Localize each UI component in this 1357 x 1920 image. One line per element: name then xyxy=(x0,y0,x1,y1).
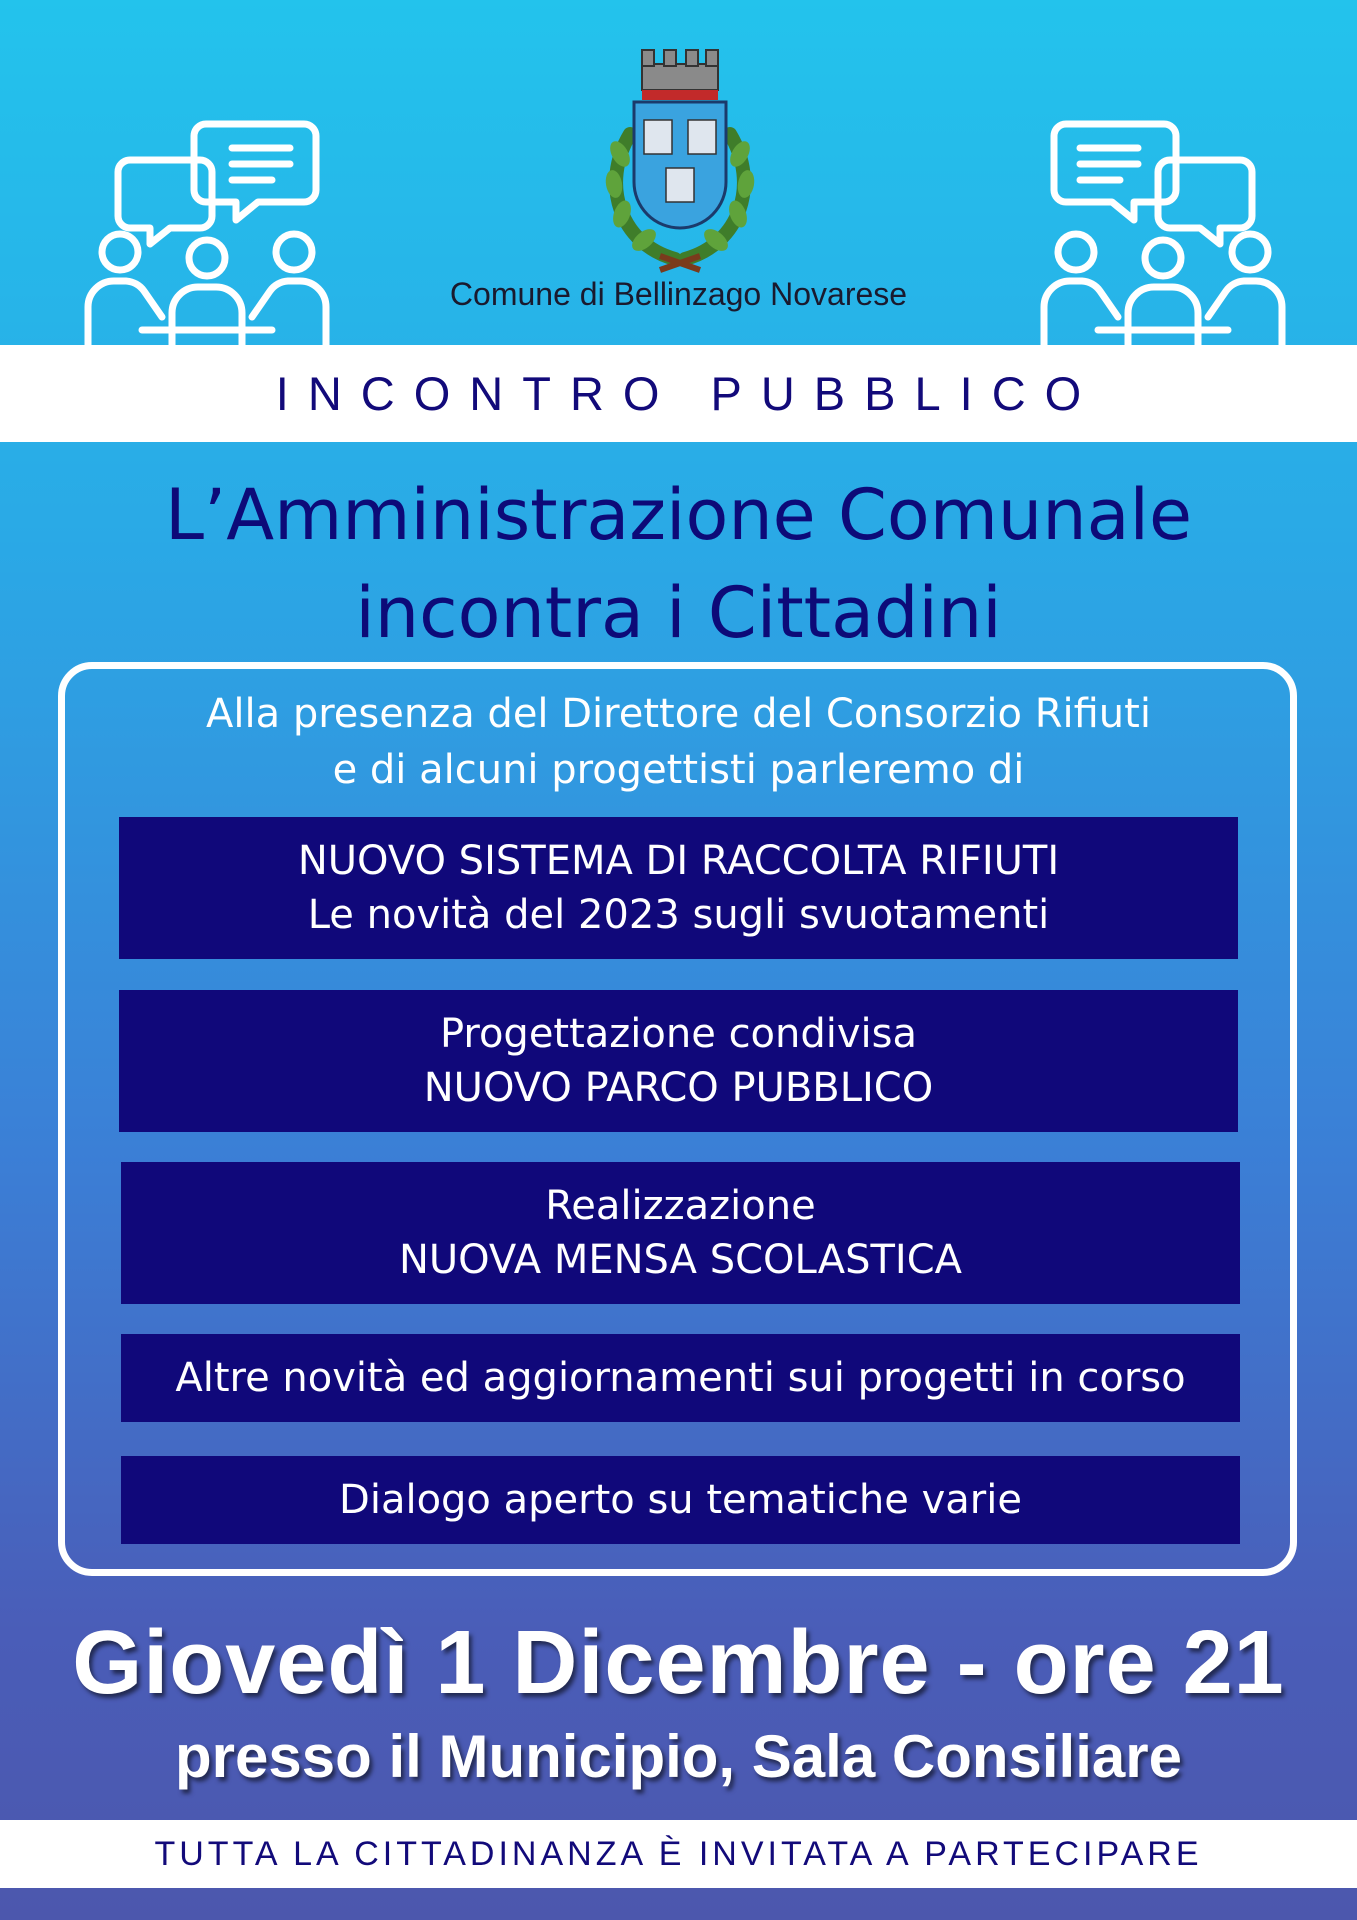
coat-of-arms xyxy=(590,44,770,274)
topic-box xyxy=(119,990,1238,1132)
banner-title: INCONTRO PUBBLICO xyxy=(275,367,1101,420)
topic-box xyxy=(119,817,1238,959)
event-location: presso il Municipio, Sala Consiliare xyxy=(175,1723,1182,1790)
topic-line: Le novità del 2023 sugli svuotamenti xyxy=(307,892,1050,938)
event-date-time: Giovedì 1 Dicembre - ore 21 xyxy=(72,1613,1285,1713)
topic-line: NUOVO PARCO PUBBLICO xyxy=(423,1065,934,1111)
topic-line: Realizzazione xyxy=(545,1183,816,1229)
topic-box xyxy=(121,1456,1240,1544)
topic-line: NUOVO SISTEMA DI RACCOLTA RIFIUTI xyxy=(297,838,1060,884)
top-banner xyxy=(0,345,1357,442)
intro-line-2: e di alcuni progettisti parleremo di xyxy=(332,747,1025,793)
topic-box xyxy=(121,1334,1240,1422)
topic-line: Progettazione condivisa xyxy=(439,1011,918,1057)
invitation-text: TUTTA LA CITTADINANZA È INVITATA A PARTECIPARE xyxy=(154,1834,1203,1873)
topic-line: Altre novità ed aggiornamenti sui progetti in corso xyxy=(175,1355,1186,1401)
intro-line-1: Alla presenza del Direttore del Consorzio Rifiuti xyxy=(206,691,1151,737)
intro-text xyxy=(0,686,1357,798)
headline-line-2: incontra i Cittadini xyxy=(355,572,1002,654)
municipality-name: Comune di Bellinzago Novarese xyxy=(449,276,908,312)
headline-line-1: L’Amministrazione Comunale xyxy=(164,474,1193,556)
bottom-banner xyxy=(0,1820,1357,1888)
topic-line: NUOVA MENSA SCOLASTICA xyxy=(398,1237,963,1283)
headline xyxy=(0,466,1357,662)
topic-box xyxy=(121,1162,1240,1304)
topic-line: Dialogo aperto su tematiche varie xyxy=(339,1477,1022,1523)
